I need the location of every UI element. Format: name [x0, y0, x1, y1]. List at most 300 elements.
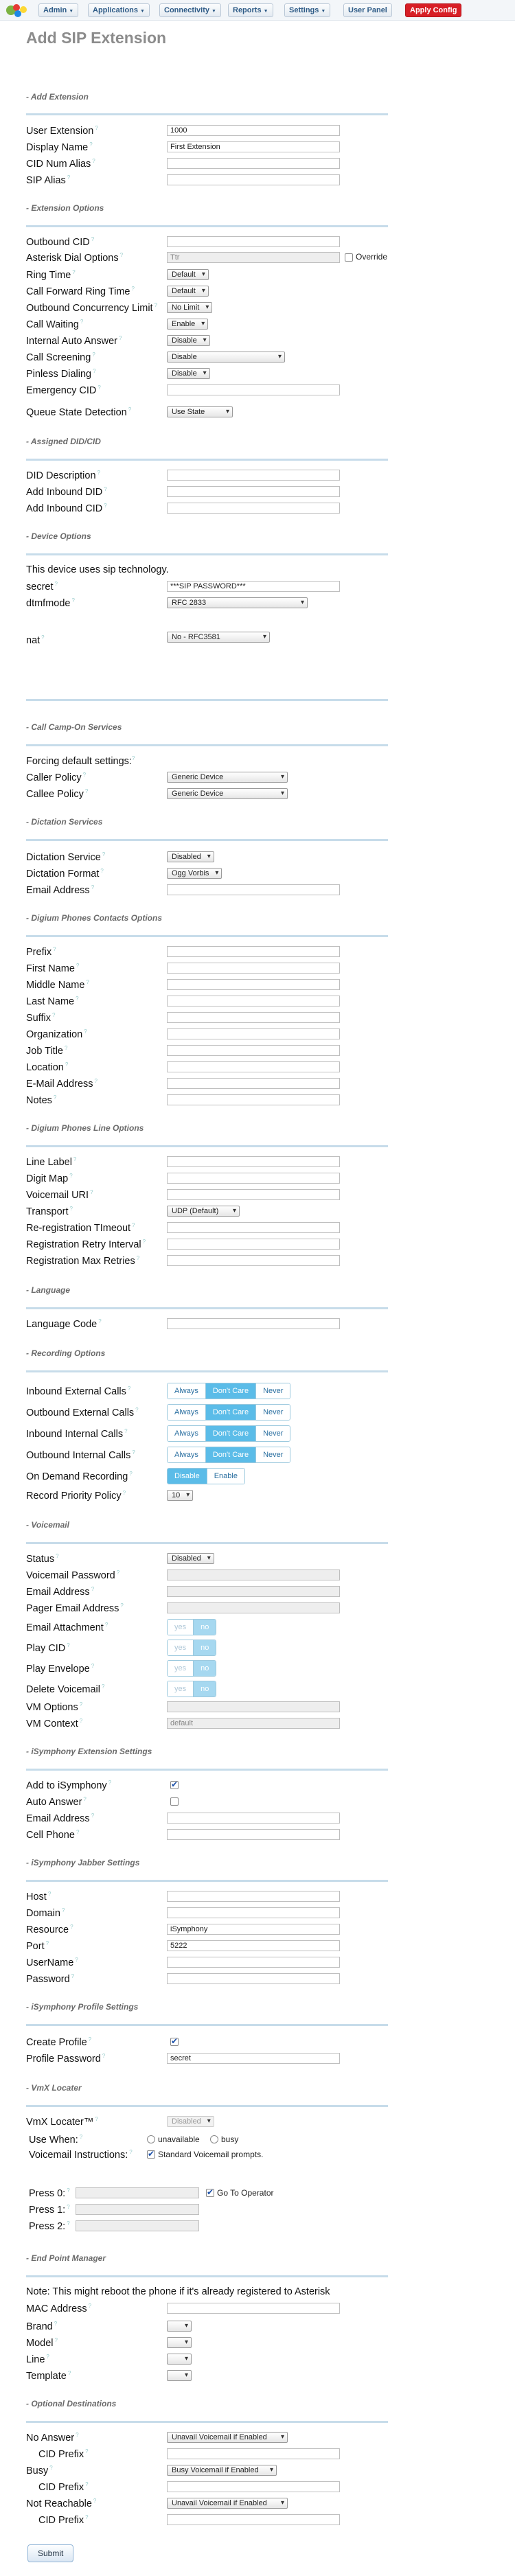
- cell-phone-label: Cell Phone ?: [26, 1829, 80, 1841]
- play-envelope-label: Play Envelope ?: [26, 1663, 95, 1675]
- resource-input[interactable]: [167, 1924, 340, 1935]
- go-to-operator-checkbox[interactable]: [206, 2189, 214, 2197]
- always-option[interactable]: Always: [168, 1426, 206, 1441]
- call-forward-ring-time-label: Call Forward Ring Time ?: [26, 286, 135, 297]
- section-isymphony-extension: - iSymphony Extension Settings: [26, 1747, 152, 1756]
- press-2-label: Press 2: ?: [29, 2220, 70, 2232]
- help-icon: ?: [72, 269, 76, 275]
- help-icon: ?: [67, 2220, 70, 2227]
- busy-cid-prefix-input[interactable]: [167, 2481, 340, 2492]
- busy-dest-label: Busy ?: [26, 2465, 53, 2476]
- help-icon: ?: [71, 1973, 75, 1979]
- not-reachable-cid-prefix-label: CID Prefix ?: [38, 2514, 89, 2526]
- language-code-label: Language Code ?: [26, 1318, 102, 1330]
- divider: [26, 1542, 388, 1544]
- brand-label: Brand ?: [26, 2321, 58, 2332]
- help-icon: ?: [131, 286, 135, 292]
- create-profile-checkbox[interactable]: [170, 2038, 179, 2046]
- resource-label: Resource ?: [26, 1924, 73, 1935]
- dictation-service-select[interactable]: Disabled ▾: [167, 851, 214, 862]
- first-name-input[interactable]: [167, 963, 340, 974]
- help-icon: ?: [80, 319, 84, 325]
- help-icon: ?: [73, 1156, 77, 1162]
- press-0-label: Press 0: ?: [29, 2187, 70, 2199]
- auto-answer-label: Auto Answer ?: [26, 1796, 87, 1808]
- voicemail-uri-input[interactable]: [167, 1189, 340, 1200]
- caller-policy-select[interactable]: Generic Device ▾: [167, 772, 288, 783]
- asterisk-dial-options-input[interactable]: [167, 252, 340, 263]
- no-answer-label: No Answer ?: [26, 2432, 79, 2443]
- yes-option[interactable]: yes: [168, 1661, 194, 1676]
- email-attachment-toggle: [167, 1619, 216, 1635]
- override-checkbox[interactable]: [345, 253, 353, 262]
- sip-alias-input[interactable]: [167, 174, 340, 185]
- user-extension-input[interactable]: [167, 125, 340, 136]
- divider: [26, 699, 388, 701]
- sip-alias-label: SIP Alias ?: [26, 174, 71, 186]
- help-icon: ?: [75, 1957, 78, 1963]
- divider: [26, 1307, 388, 1309]
- last-name-input[interactable]: [167, 996, 340, 1007]
- profile-password-input[interactable]: [167, 2053, 340, 2064]
- busy-checkbox[interactable]: [210, 2135, 218, 2143]
- help-icon: ?: [142, 1239, 146, 1245]
- never-option[interactable]: Never: [256, 1426, 290, 1441]
- help-icon: ?: [70, 1924, 73, 1930]
- jabber-password-label: Password ?: [26, 1973, 75, 1985]
- username-input[interactable]: [167, 1957, 340, 1968]
- mac-address-label: MAC Address ?: [26, 2303, 92, 2314]
- divider: [26, 1769, 388, 1771]
- chevron-down-icon: ▼: [69, 9, 74, 14]
- help-icon: ?: [46, 2354, 49, 2360]
- divider: [26, 2105, 388, 2107]
- help-icon: ?: [67, 2187, 70, 2194]
- help-icon: ?: [108, 1780, 112, 1786]
- dictation-email-input[interactable]: [167, 884, 340, 895]
- device-technology-note: This device uses sip technology.: [26, 564, 169, 575]
- section-isymphony-profile: - iSymphony Profile Settings: [26, 2002, 139, 2012]
- connectivity-menu[interactable]: [159, 3, 221, 17]
- reregistration-timeout-input[interactable]: [167, 1222, 340, 1233]
- help-icon: ?: [69, 1173, 73, 1179]
- divider: [26, 744, 388, 746]
- vm-context-label: VM Context ?: [26, 1718, 83, 1729]
- help-icon: ?: [85, 2481, 89, 2487]
- help-icon: ?: [132, 1449, 135, 1456]
- not-reachable-cid-prefix-input[interactable]: [167, 2514, 340, 2525]
- mac-address-input[interactable]: [167, 2303, 340, 2314]
- section-language: - Language: [26, 1285, 71, 1295]
- section-add-extension: - Add Extension: [26, 92, 89, 102]
- domain-input[interactable]: [167, 1907, 340, 1918]
- outbound-cid-input[interactable]: [167, 236, 340, 247]
- chevron-down-icon: ▼: [321, 9, 326, 14]
- record-priority-select[interactable]: 10 ▾: [167, 1490, 193, 1501]
- dont-care-option[interactable]: Don't Care: [206, 1447, 256, 1462]
- add-inbound-cid-label: Add Inbound CID ?: [26, 503, 107, 514]
- divider: [26, 839, 388, 841]
- add-inbound-did-label: Add Inbound DID ?: [26, 486, 107, 498]
- vm-context-input[interactable]: [167, 1718, 340, 1729]
- yes-option[interactable]: yes: [168, 1681, 194, 1697]
- divider: [26, 2421, 388, 2423]
- contact-email-input[interactable]: [167, 1078, 340, 1089]
- emergency-cid-input[interactable]: [167, 384, 340, 395]
- help-icon: ?: [93, 368, 96, 374]
- help-icon: ?: [95, 125, 98, 131]
- organization-label: Organization ?: [26, 1028, 87, 1040]
- section-vmx-locater: - VmX Locater: [26, 2083, 82, 2093]
- section-device-options: - Device Options: [26, 531, 91, 541]
- yes-option[interactable]: yes: [168, 1620, 194, 1635]
- registration-retry-label: Registration Retry Interval ?: [26, 1239, 146, 1250]
- vmx-locater-select[interactable]: Disabled ▾: [167, 2116, 214, 2127]
- help-icon: ?: [90, 1189, 93, 1195]
- divider: [26, 2275, 388, 2277]
- divider: [26, 1370, 388, 1372]
- cid-num-alias-input[interactable]: [167, 158, 340, 169]
- help-icon: ?: [53, 1094, 57, 1101]
- settings-menu-label: Settings: [289, 6, 319, 14]
- notes-label: Notes ?: [26, 1094, 57, 1106]
- help-icon: ?: [67, 2204, 70, 2210]
- help-icon: ?: [102, 2053, 106, 2059]
- never-option[interactable]: Never: [256, 1383, 290, 1399]
- dictation-format-select[interactable]: Ogg Vorbis ▾: [167, 868, 222, 879]
- registration-max-retries-input[interactable]: [167, 1255, 340, 1266]
- help-icon: ?: [88, 2036, 92, 2043]
- secret-label: secret ?: [26, 581, 58, 593]
- line-label-input[interactable]: [167, 1156, 340, 1167]
- add-inbound-cid-input[interactable]: [167, 503, 340, 514]
- help-icon: ?: [122, 1490, 126, 1496]
- model-select[interactable]: [167, 2337, 192, 2348]
- line-label-label: Line Label ?: [26, 1156, 77, 1168]
- display-name-label: Display Name ?: [26, 141, 93, 153]
- help-icon: ?: [84, 1028, 87, 1035]
- ring-time-label: Ring Time ?: [26, 269, 76, 281]
- help-icon: ?: [127, 1385, 131, 1392]
- help-icon: ?: [91, 236, 95, 242]
- help-icon: ?: [53, 946, 56, 952]
- divider: [26, 2024, 388, 2026]
- inbound-external-toggle: [167, 1383, 290, 1399]
- help-icon: ?: [47, 1891, 52, 1897]
- unavailable-checkbox[interactable]: [147, 2135, 155, 2143]
- freepbx-logo-icon[interactable]: [4, 2, 36, 19]
- chevron-down-icon: ▼: [211, 9, 216, 14]
- press-1-input[interactable]: [76, 2204, 199, 2215]
- nat-label: nat ?: [26, 634, 45, 646]
- help-icon: ?: [84, 788, 89, 794]
- no-option[interactable]: no: [194, 1681, 216, 1697]
- help-icon: ?: [98, 1318, 102, 1324]
- not-reachable-label: Not Reachable ?: [26, 2498, 97, 2509]
- section-assigned-did: - Assigned DID/CID: [26, 437, 101, 446]
- jabber-password-input[interactable]: [167, 1973, 340, 1984]
- vm-status-label: Status ?: [26, 1553, 59, 1565]
- help-icon: ?: [65, 1061, 69, 1068]
- no-answer-cid-prefix-label: CID Prefix ?: [38, 2448, 89, 2460]
- inbound-internal-label: Inbound Internal Calls ?: [26, 1428, 128, 1440]
- help-icon: ?: [85, 2514, 89, 2520]
- call-forward-ring-time-select[interactable]: Default ▾: [167, 286, 209, 297]
- port-input[interactable]: [167, 1940, 340, 1951]
- record-priority-label: Record Priority Policy ?: [26, 1490, 126, 1502]
- busy-cid-prefix-label: CID Prefix ?: [38, 2481, 89, 2493]
- help-icon: ?: [102, 851, 106, 858]
- dictation-service-label: Dictation Service ?: [26, 851, 106, 863]
- template-select[interactable]: [167, 2370, 192, 2381]
- page-title: Add SIP Extension: [26, 29, 167, 47]
- job-title-input[interactable]: [167, 1045, 340, 1056]
- applications-menu-label: Applications: [93, 6, 139, 14]
- username-label: UserName ?: [26, 1957, 78, 1968]
- help-icon: ?: [83, 1796, 87, 1802]
- divider: [26, 1880, 388, 1882]
- transport-label: Transport ?: [26, 1206, 73, 1217]
- location-label: Location ?: [26, 1061, 69, 1073]
- chevron-down-icon: ▼: [263, 9, 268, 14]
- vm-options-input[interactable]: [167, 1701, 340, 1712]
- location-input[interactable]: [167, 1061, 340, 1072]
- language-code-input[interactable]: [167, 1318, 340, 1329]
- submit-button[interactable]: Submit: [27, 2544, 73, 2562]
- line-select[interactable]: [167, 2354, 192, 2365]
- help-icon: ?: [132, 1222, 135, 1228]
- contact-email-label: E-Mail Address ?: [26, 1078, 98, 1090]
- settings-menu[interactable]: [284, 3, 330, 17]
- dont-care-option[interactable]: Don't Care: [206, 1405, 256, 1420]
- callee-policy-label: Callee Policy ?: [26, 788, 89, 800]
- help-icon: ?: [41, 634, 45, 641]
- reregistration-timeout-label: Re-registration TImeout ?: [26, 1222, 135, 1234]
- organization-input[interactable]: [167, 1028, 340, 1039]
- vm-pager-email-label: Pager Email Address ?: [26, 1602, 124, 1614]
- call-waiting-label: Call Waiting ?: [26, 319, 84, 330]
- user-extension-label: User Extension ?: [26, 125, 98, 137]
- callee-policy-select[interactable]: Generic Device ▾: [167, 788, 288, 799]
- section-recording: - Recording Options: [26, 1348, 106, 1358]
- standard-prompts-checkbox[interactable]: [147, 2150, 155, 2159]
- dtmfmode-select[interactable]: RFC 2833 ▾: [167, 597, 308, 608]
- queue-state-detection-select[interactable]: Use State ▾: [167, 406, 233, 417]
- not-reachable-select[interactable]: Unavail Voicemail if Enabled ▾: [167, 2498, 288, 2509]
- suffix-input[interactable]: [167, 1012, 340, 1023]
- no-option[interactable]: no: [194, 1640, 216, 1655]
- dont-care-option[interactable]: Don't Care: [206, 1426, 256, 1441]
- help-icon: ?: [94, 1078, 98, 1084]
- queue-state-detection-label: Queue State Detection ?: [26, 406, 132, 418]
- help-icon: ?: [116, 1569, 120, 1576]
- profile-password-label: Profile Password ?: [26, 2053, 106, 2065]
- yes-option[interactable]: yes: [168, 1640, 194, 1655]
- help-icon: ?: [104, 503, 107, 509]
- user-panel-label: User Panel: [348, 6, 387, 14]
- divider: [26, 935, 388, 937]
- cell-phone-input[interactable]: [167, 1829, 340, 1840]
- vm-status-select[interactable]: Disabled ▾: [167, 1553, 214, 1564]
- on-demand-recording-toggle: [167, 1468, 245, 1484]
- help-icon: ?: [85, 2448, 89, 2454]
- auto-answer-checkbox[interactable]: [170, 1797, 179, 1806]
- ring-time-select[interactable]: Default ▾: [167, 269, 209, 280]
- help-icon: ?: [91, 1586, 95, 1592]
- unavailable-label: unavailable: [158, 2135, 200, 2144]
- help-icon: ?: [93, 2498, 97, 2504]
- help-icon: ?: [67, 174, 71, 181]
- no-option[interactable]: no: [194, 1620, 216, 1635]
- divider: [26, 553, 388, 555]
- create-profile-label: Create Profile ?: [26, 2036, 92, 2048]
- applications-menu[interactable]: [88, 3, 150, 17]
- did-description-input[interactable]: [167, 470, 340, 481]
- go-to-operator-label: Go To Operator: [217, 2188, 274, 2198]
- outbound-internal-label: Outbound Internal Calls ?: [26, 1449, 135, 1461]
- brand-select[interactable]: [167, 2321, 192, 2332]
- section-isymphony-jabber: - iSymphony Jabber Settings: [26, 1858, 140, 1867]
- internal-auto-answer-select[interactable]: Disable ▾: [167, 335, 210, 346]
- vm-password-input[interactable]: [167, 1569, 340, 1580]
- use-when-label: Use When: ?: [29, 2134, 83, 2146]
- vm-password-label: Voicemail Password ?: [26, 1569, 120, 1581]
- pinless-dialing-select[interactable]: Disable ▾: [167, 368, 210, 379]
- top-navigation-bar: [0, 0, 515, 21]
- always-option[interactable]: Always: [168, 1383, 206, 1399]
- play-envelope-toggle: [167, 1660, 216, 1677]
- outbound-internal-toggle: [167, 1447, 290, 1463]
- section-voicemail: - Voicemail: [26, 1520, 69, 1530]
- caller-policy-label: Caller Policy ?: [26, 772, 87, 783]
- always-option[interactable]: Always: [168, 1447, 206, 1462]
- vm-email-input[interactable]: [167, 1586, 340, 1597]
- dictation-format-label: Dictation Format ?: [26, 868, 104, 879]
- inbound-external-label: Inbound External Calls ?: [26, 1385, 131, 1397]
- middle-name-input[interactable]: [167, 979, 340, 990]
- section-end-point-manager: - End Point Manager: [26, 2253, 106, 2263]
- prefix-label: Prefix ?: [26, 946, 56, 958]
- divider: [26, 459, 388, 461]
- on-demand-recording-label: On Demand Recording ?: [26, 1471, 133, 1482]
- help-icon: ?: [79, 1701, 83, 1707]
- vmx-locater-label: VmX Locater™ ?: [26, 2116, 98, 2128]
- connectivity-menu-label: Connectivity: [164, 6, 210, 14]
- apply-config-label: Apply Config: [410, 6, 457, 14]
- help-icon: ?: [97, 470, 100, 476]
- isymphony-email-label: Email Address ?: [26, 1813, 95, 1824]
- enable-option[interactable]: Enable: [207, 1469, 244, 1484]
- never-option[interactable]: Never: [256, 1447, 290, 1462]
- display-name-input[interactable]: [167, 141, 340, 152]
- outbound-concurrency-label: Outbound Concurrency Limit ?: [26, 302, 158, 314]
- first-name-label: First Name ?: [26, 963, 80, 974]
- job-title-label: Job Title ?: [26, 1045, 68, 1057]
- template-label: Template ?: [26, 2370, 71, 2382]
- pinless-dialing-label: Pinless Dialing ?: [26, 368, 96, 380]
- help-icon: ?: [71, 597, 75, 603]
- help-icon: ?: [89, 141, 93, 148]
- outbound-concurrency-select[interactable]: No Limit ▾: [167, 302, 212, 313]
- domain-label: Domain ?: [26, 1907, 65, 1919]
- reports-menu[interactable]: [228, 3, 273, 17]
- no-answer-select[interactable]: Unavail Voicemail if Enabled ▾: [167, 2432, 288, 2443]
- help-icon: ?: [82, 772, 87, 778]
- help-icon: ?: [120, 1602, 124, 1609]
- override-label: Override: [356, 252, 388, 262]
- disable-option[interactable]: Disable: [168, 1469, 207, 1484]
- digit-map-input[interactable]: [167, 1173, 340, 1184]
- never-option[interactable]: Never: [256, 1405, 290, 1420]
- registration-max-retries-label: Registration Max Retries ?: [26, 1255, 140, 1267]
- isymphony-email-input[interactable]: [167, 1813, 340, 1824]
- no-answer-cid-prefix-input[interactable]: [167, 2448, 340, 2459]
- help-icon: ?: [79, 2134, 83, 2140]
- help-icon: ?: [154, 302, 158, 308]
- help-icon: ?: [76, 1829, 80, 1835]
- host-label: Host ?: [26, 1891, 52, 1902]
- help-icon: ?: [136, 1255, 140, 1261]
- host-input[interactable]: [167, 1891, 340, 1902]
- press-2-input[interactable]: [76, 2220, 199, 2231]
- help-icon: ?: [91, 1663, 95, 1669]
- apply-config-button[interactable]: [405, 3, 461, 17]
- help-icon: ?: [91, 1813, 95, 1819]
- prefix-input[interactable]: [167, 946, 340, 957]
- add-inbound-did-input[interactable]: [167, 486, 340, 497]
- help-icon: ?: [88, 2303, 92, 2309]
- standard-prompts-label: Standard Voicemail prompts.: [158, 2150, 264, 2159]
- nat-select[interactable]: No - RFC3581 ▾: [167, 632, 270, 643]
- vm-email-label: Email Address ?: [26, 1586, 95, 1598]
- call-waiting-select[interactable]: Enable ▾: [167, 319, 208, 330]
- admin-menu[interactable]: [38, 3, 78, 17]
- call-screening-label: Call Screening ?: [26, 352, 95, 363]
- help-icon: ?: [86, 979, 89, 985]
- add-to-isymphony-label: Add to iSymphony ?: [26, 1780, 112, 1791]
- did-description-label: DID Description ?: [26, 470, 100, 481]
- play-cid-label: Play CID ?: [26, 1642, 70, 1654]
- section-call-camp-on: - Call Camp-On Services: [26, 722, 122, 732]
- add-to-isymphony-checkbox[interactable]: [170, 1781, 179, 1789]
- help-icon: ?: [128, 406, 132, 413]
- always-option[interactable]: Always: [168, 1405, 206, 1420]
- help-icon: ?: [119, 335, 122, 341]
- delete-voicemail-label: Delete Voicemail ?: [26, 1683, 105, 1695]
- no-option[interactable]: no: [194, 1661, 216, 1676]
- section-digium-line: - Digium Phones Line Options: [26, 1123, 144, 1133]
- call-screening-select[interactable]: Disable ▾: [167, 352, 285, 363]
- press-0-input[interactable]: [76, 2187, 199, 2198]
- divider: [26, 113, 388, 115]
- notes-input[interactable]: [167, 1094, 340, 1105]
- help-icon: ?: [92, 158, 95, 164]
- busy-dest-select[interactable]: Busy Voicemail if Enabled ▾: [167, 2465, 277, 2476]
- help-icon: ?: [61, 1907, 65, 1913]
- dont-care-option[interactable]: Don't Care: [206, 1383, 256, 1399]
- vm-pager-email-input[interactable]: [167, 1602, 340, 1613]
- section-extension-options: - Extension Options: [26, 203, 104, 213]
- secret-input[interactable]: [167, 581, 340, 592]
- help-icon: ?: [129, 1471, 133, 1477]
- registration-retry-input[interactable]: [167, 1239, 340, 1250]
- help-icon: ?: [104, 1622, 108, 1628]
- user-panel-button[interactable]: [343, 3, 392, 17]
- help-icon: ?: [119, 252, 124, 258]
- help-icon: ?: [124, 1428, 128, 1434]
- transport-select[interactable]: UDP (Default) ▾: [167, 1206, 240, 1217]
- dictation-email-label: Email Address ?: [26, 884, 95, 896]
